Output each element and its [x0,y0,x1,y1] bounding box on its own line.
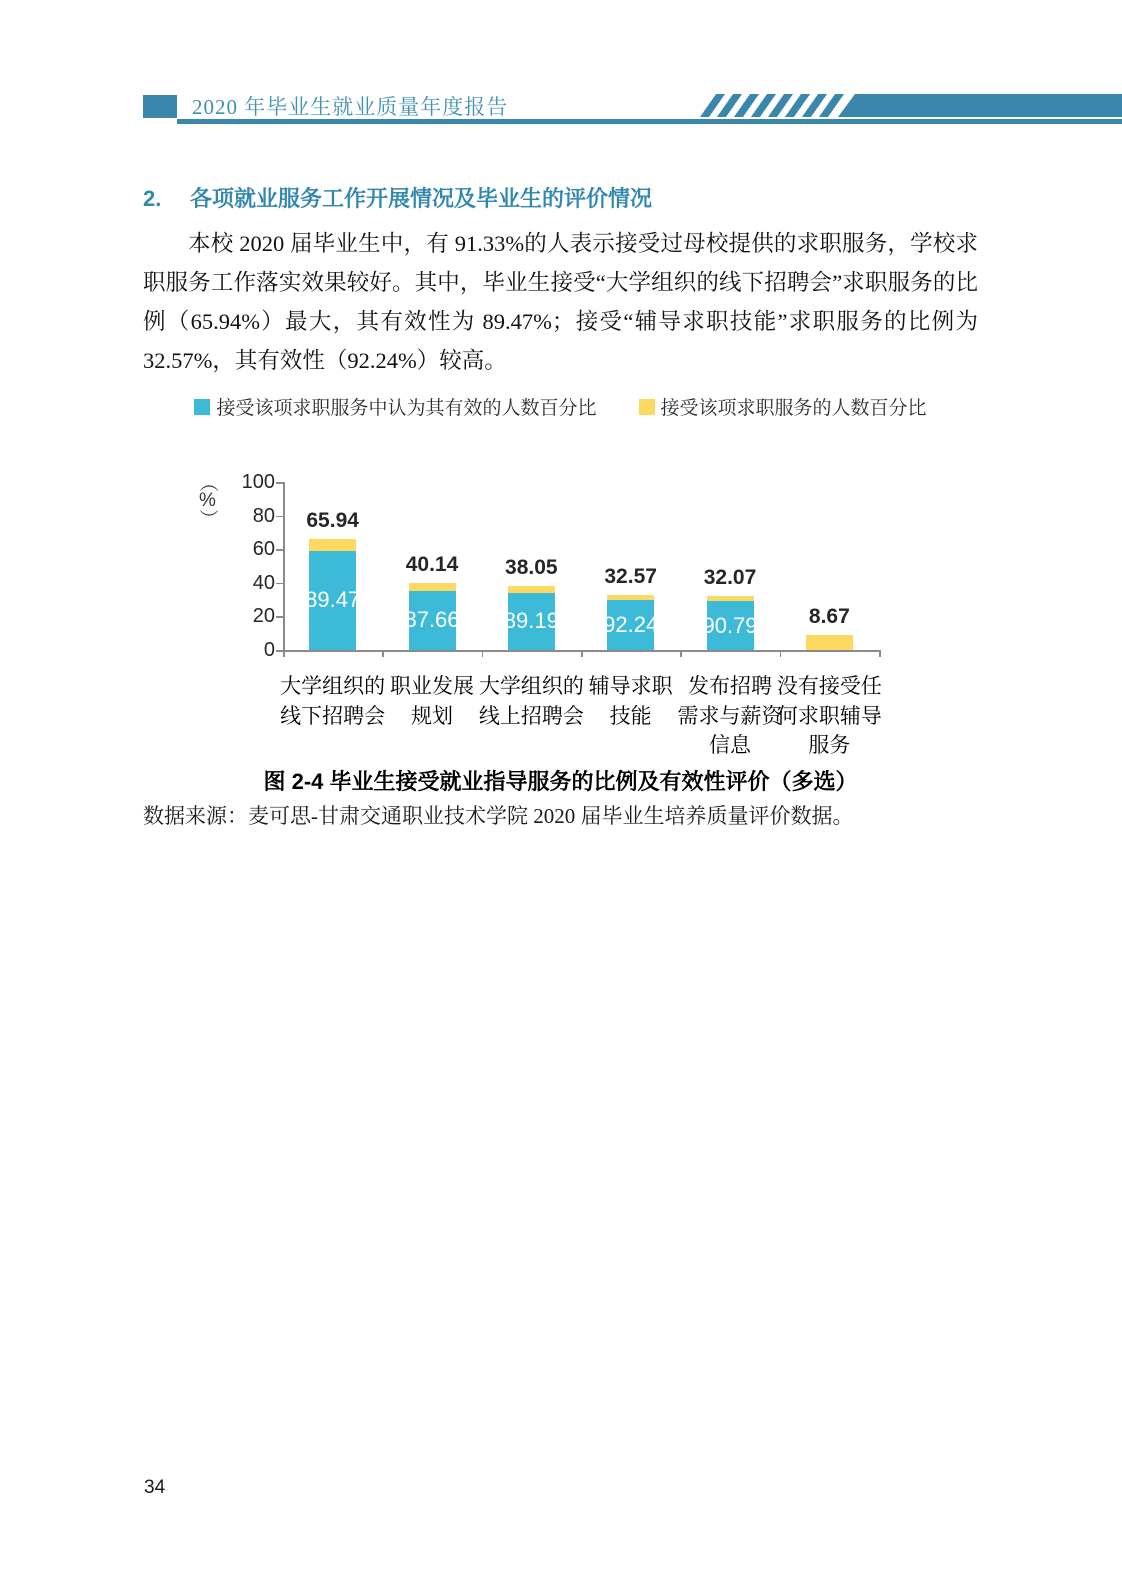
y-tick-label: 100 [241,471,275,493]
bar-total-label: 32.07 [703,566,757,590]
category-label-line: 辅导求职 [588,675,673,698]
category-label-line: 需求与薪资 [677,704,783,728]
section-title: 各项就业服务工作开展情况及毕业生的评价情况 [190,186,653,211]
body-paragraph: 本校 2020 届毕业生中，有 91.33%的人表示接受过母校提供的求职服务，学校求职服务工作落实效果较好。其中，毕业生接受“大学组织的线下招聘会”求职服务的比例（65.94%）最大，其有效性为 89.47%；接受“辅导求职技能”求职服务的比例为 32.57%，其有效性（92.24%）较高。 [143,231,978,373]
header-accent-square [143,95,177,118]
y-tick-mark [276,482,284,484]
category-label [375,672,489,731]
category-label-line: 大学组织的 [280,675,386,698]
category-label [276,672,390,731]
category-label-line: 线上招聘会 [478,704,584,728]
y-axis-label [198,474,217,527]
category-label-line: 发布招聘 [688,675,772,698]
x-tick-mark [482,650,484,657]
category-label-line: 线下招聘会 [280,704,386,728]
y-tick-label: 20 [252,605,275,628]
category-label-line: 没有接受任 [776,675,882,698]
y-tick-label: 0 [263,639,275,661]
y-tick-label: 80 [252,504,275,527]
bar-total-label: 40.14 [405,552,459,576]
bar-total-label: 65.94 [306,509,359,533]
legend-item-effective [194,393,596,420]
section-heading [143,182,983,213]
x-tick-mark [780,650,782,657]
y-tick-mark [276,583,284,585]
bar-effectiveness-label: 90.79 [702,612,758,638]
section-number: 2. [143,186,162,211]
category-label-line: 大学组织的 [478,675,584,698]
page-number: 34 [144,1477,166,1498]
x-tick-mark [382,650,384,657]
y-tick-mark [276,549,284,551]
bar-segment-participation [508,586,555,593]
x-tick-mark [879,650,881,657]
chart-legend [143,393,978,420]
y-tick-mark [276,516,284,518]
legend-label-participation: 接受该项求职服务的人数百分比 [660,398,927,419]
y-axis-label-char: % [199,490,216,511]
legend-item-participation [639,393,927,420]
y-axis-label-char: （ [197,472,219,493]
category-label-line: 信息 [709,734,751,757]
figure-caption: 图 2-4 毕业生接受就业指导服务的比例及有效性评价（多选） [263,769,858,794]
y-axis-line [283,482,285,651]
header-accent-block [838,94,1122,117]
x-tick-mark [581,650,583,657]
category-label-line: 服务 [808,734,851,757]
bar-total-label: 8.67 [808,605,850,629]
x-tick-mark [680,650,682,657]
header-slashes-icon [700,94,850,117]
bar-segment-participation [806,635,853,650]
y-tick-mark [276,650,284,652]
legend-swatch-participation [639,399,655,415]
bar-effectiveness-label: 87.66 [404,607,460,633]
data-source: 数据来源：麦可思-甘肃交通职业技术学院 2020 届毕业生培养质量评价数据。 [143,804,854,828]
bar-effectiveness-label: 89.19 [503,608,559,634]
y-tick-label: 40 [252,571,275,594]
category-label-line: 技能 [609,704,652,728]
bar-segment-participation [409,583,456,591]
bar-effectiveness-label: 92.24 [603,611,659,637]
bar-total-label: 32.57 [604,565,657,589]
bar-chart [190,450,930,757]
y-axis-label-char: ） [197,508,219,529]
category-label [772,672,886,761]
legend-label-effective: 接受该项求职服务中认为其有效的人数百分比 [216,398,597,419]
category-label-line: 规划 [411,704,453,728]
bar-effectiveness-label: 89.47 [305,587,361,613]
y-tick-label: 60 [252,538,275,561]
legend-swatch-effective [194,399,210,415]
y-tick-mark [276,616,284,618]
category-label [474,672,588,731]
bar-total-label: 38.05 [505,556,558,580]
header-rule [177,119,1122,124]
header-title: 2020 年毕业生就业质量年度报告 [192,95,509,119]
bar-segment-participation [309,539,356,551]
category-label-line: 何求职辅导 [776,704,882,728]
category-label [673,672,787,761]
x-tick-mark [283,650,285,657]
category-label-line: 职业发展 [390,675,474,698]
category-label [574,672,688,731]
